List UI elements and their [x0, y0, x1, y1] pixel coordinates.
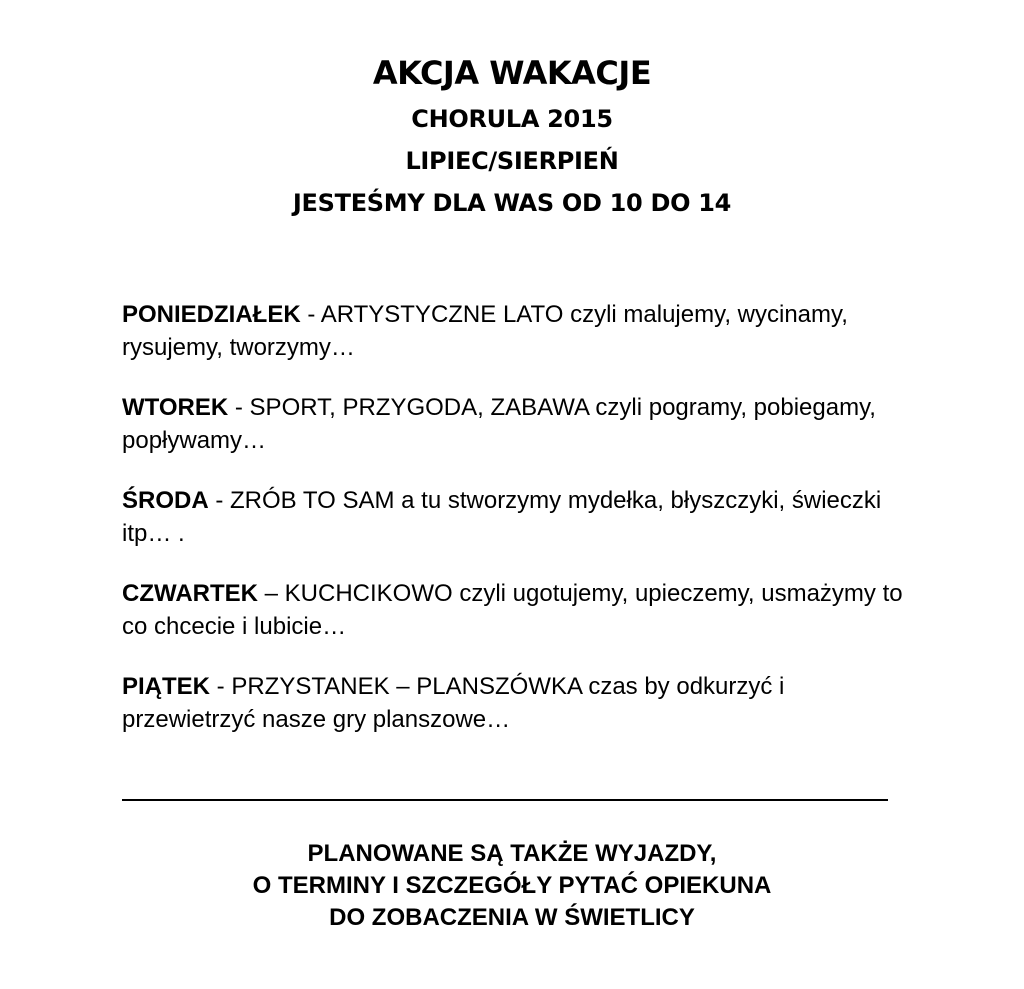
subtitle-location-year: CHORULA 2015: [411, 105, 613, 133]
day-description: - PRZYSTANEK – PLANSZÓWKA czas by odkurzyć i przewietrzyć nasze gry planszowe…: [122, 673, 785, 733]
day-description: - ZRÓB TO SAM a tu stworzymy mydełka, błyszczyki, świeczki itp… .: [122, 487, 882, 547]
subtitle-hours: JESTEŚMY DLA WAS OD 10 DO 14: [292, 189, 732, 217]
subtitle-months: LIPIEC/SIERPIEŃ: [405, 147, 619, 175]
day-name: PONIEDZIAŁEK: [122, 301, 301, 328]
schedule-item-friday: [122, 670, 912, 736]
day-description: - ARTYSTYCZNE LATO czyli malujemy, wycinamy, rysujemy, tworzymy…: [122, 301, 848, 361]
day-name: CZWARTEK: [122, 580, 258, 607]
schedule-item-wednesday: [122, 484, 912, 550]
day-name: PIĄTEK: [122, 673, 211, 700]
schedule-item-thursday: [122, 577, 912, 643]
weekly-schedule: [122, 298, 912, 763]
footer-line-trips: PLANOWANE SĄ TAKŻE WYJAZDY,: [307, 840, 717, 867]
document-header: [0, 48, 1024, 224]
day-description: - SPORT, PRZYGODA, ZABAWA czyli pogramy, pobiegamy, popływamy…: [122, 394, 876, 454]
day-name: ŚRODA: [122, 487, 209, 514]
horizontal-divider: [122, 799, 888, 801]
footer-line-see-you: DO ZOBACZENIA W ŚWIETLICY: [329, 904, 695, 931]
schedule-item-tuesday: [122, 391, 912, 457]
day-name: WTOREK: [122, 394, 229, 421]
footer-notice: [0, 838, 1024, 934]
footer-line-ask-guardian: O TERMINY I SZCZEGÓŁY PYTAĆ OPIEKUNA: [252, 872, 772, 899]
day-description: – KUCHCIKOWO czyli ugotujemy, upieczemy, usmażymy to co chcecie i lubicie…: [122, 580, 903, 640]
schedule-item-monday: [122, 298, 912, 364]
document-title: AKCJA WAKACJE: [372, 54, 652, 92]
